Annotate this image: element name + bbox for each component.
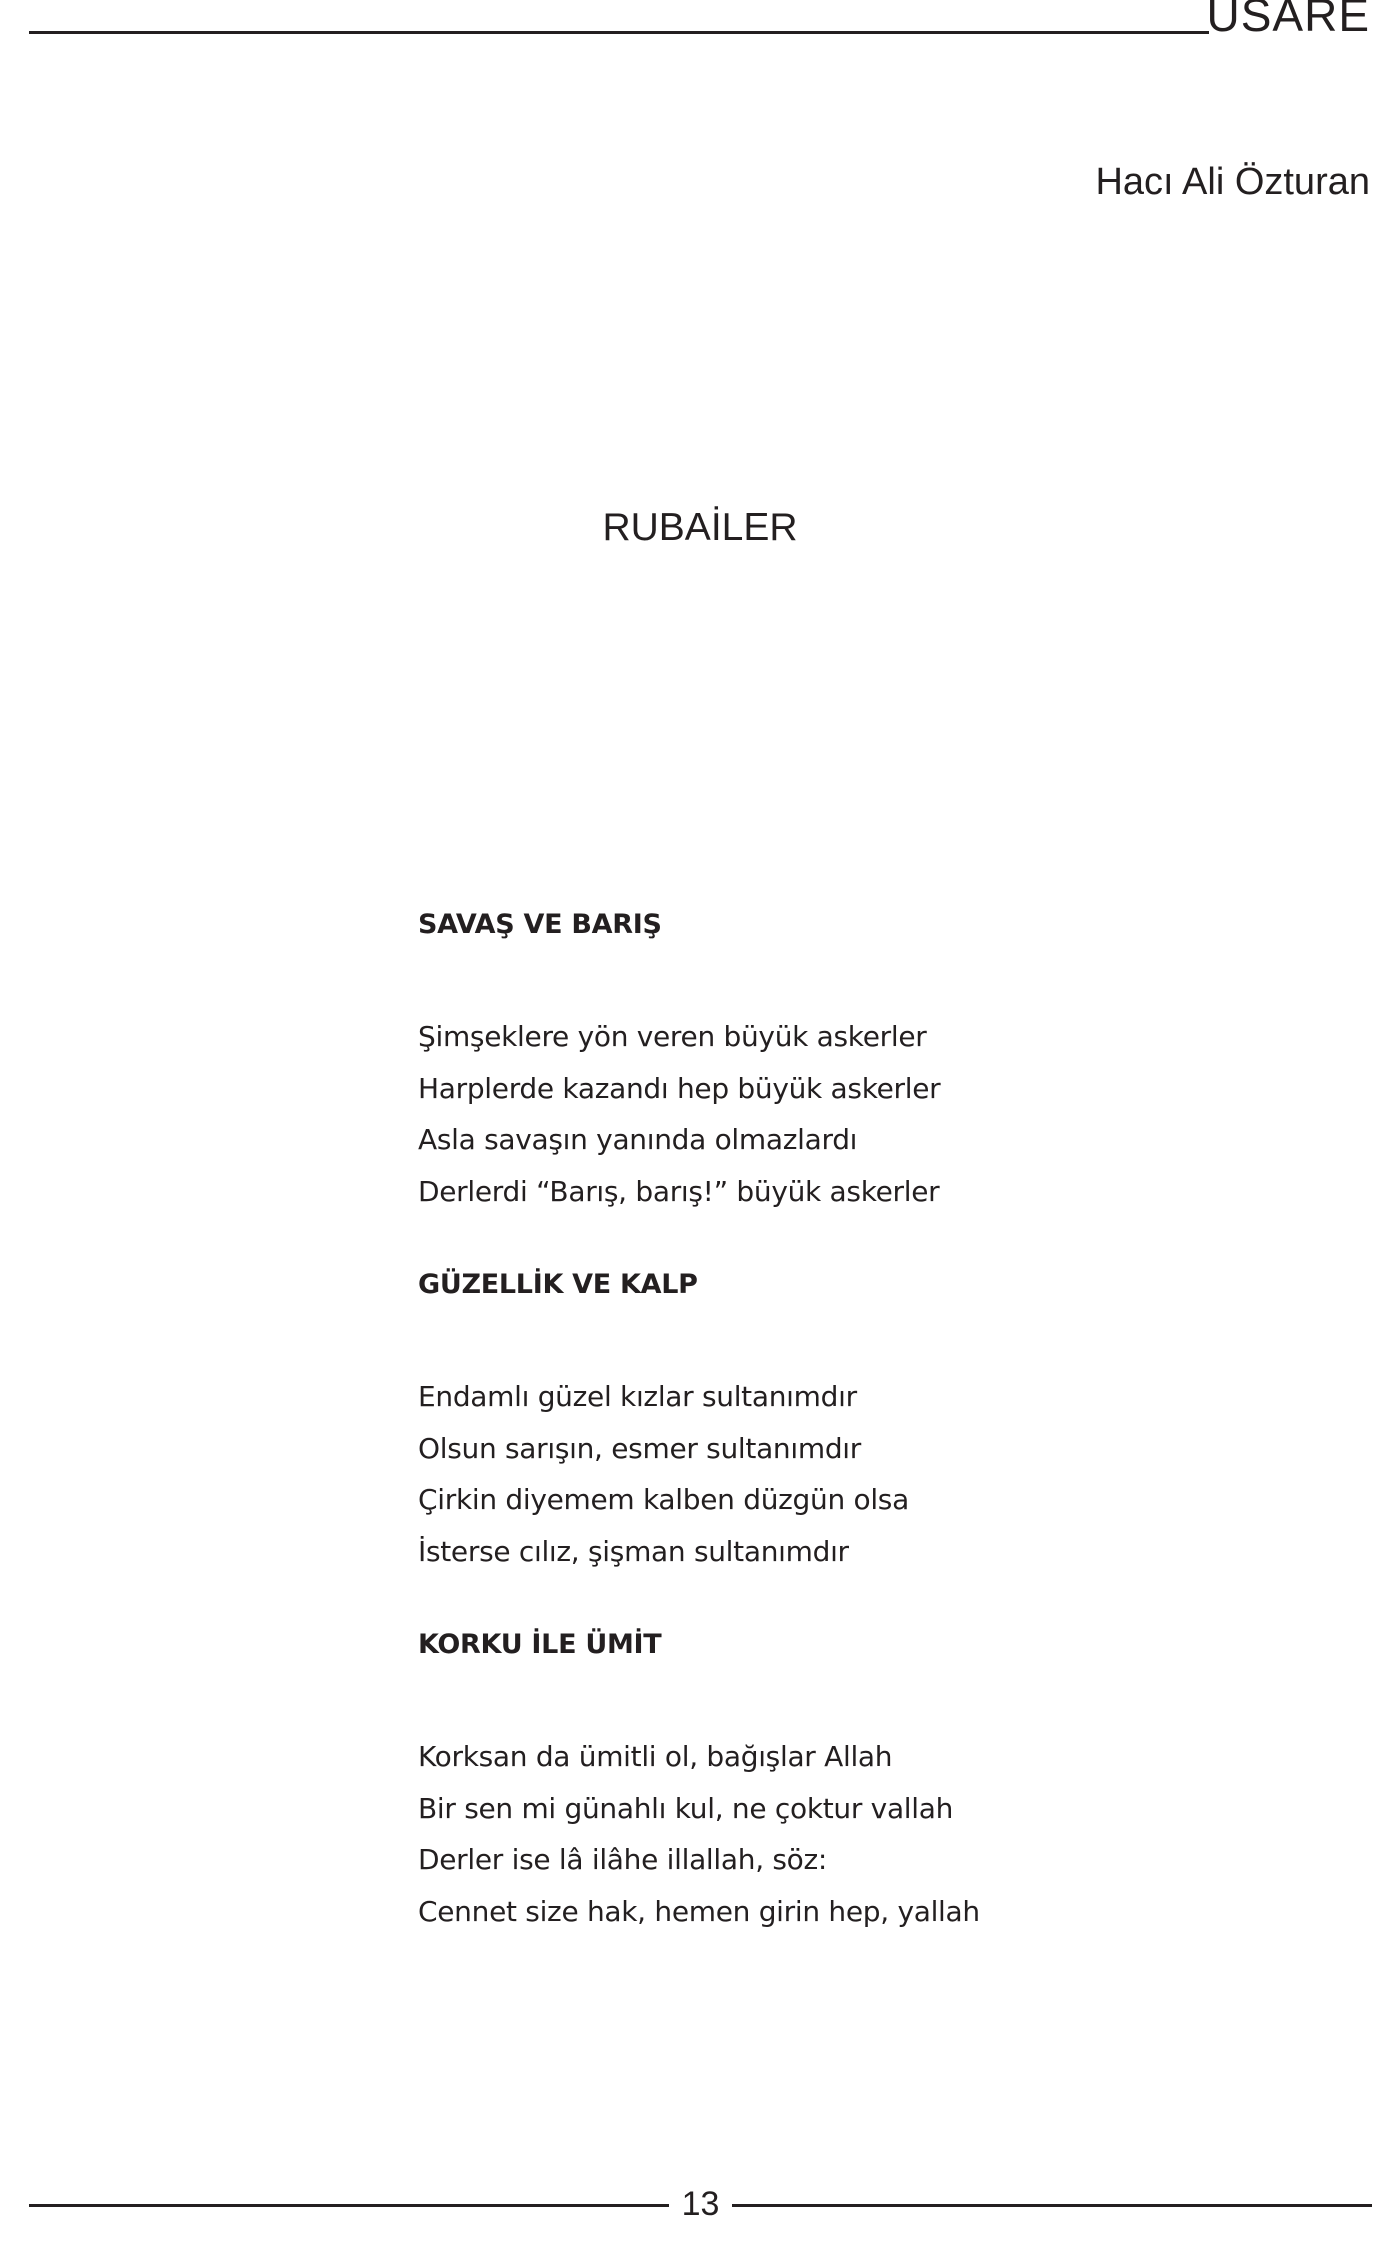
poem-line: Derler ise lâ ilâhe illallah, söz: <box>418 1843 828 1876</box>
poem-line: Çirkin diyemem kalben düzgün olsa <box>418 1483 909 1516</box>
poem-stanza <box>418 1731 980 1937</box>
poem <box>418 1628 980 1937</box>
poem-line: Asla savaşın yanında olmazlardı <box>418 1123 858 1156</box>
poem-line: İsterse cılız, şişman sultanımdır <box>418 1534 849 1568</box>
section-title: RUBAİLER <box>602 506 798 549</box>
poem <box>418 1268 909 1577</box>
poem <box>418 908 940 1217</box>
poem-title: SAVAŞ VE BARIŞ <box>418 909 662 940</box>
poem-line: Şimşeklere yön veren büyük askerler <box>418 1020 927 1053</box>
poem-line: Olsun sarışın, esmer sultanımdır <box>418 1431 861 1465</box>
poem-line: Cennet size hak, hemen girin hep, yallah <box>418 1894 980 1928</box>
journal-name: USARE <box>1206 0 1370 41</box>
poem-line: Harplerde kazandı hep büyük askerler <box>418 1071 941 1105</box>
footer-rule-right <box>732 2204 1372 2207</box>
header-rule <box>29 31 1209 34</box>
poem-line: Derlerdi “Barış, barış!” büyük askerler <box>418 1174 940 1208</box>
poem-title: GÜZELLİK VE KALP <box>418 1269 698 1300</box>
poem-stanza <box>418 1371 909 1577</box>
poem-line: Korksan da ümitli ol, bağışlar Allah <box>418 1740 893 1773</box>
page-number: 13 <box>681 2185 720 2223</box>
footer-rule-left <box>29 2204 669 2207</box>
poem-title: KORKU İLE ÜMİT <box>418 1629 662 1660</box>
poem-line: Bir sen mi günahlı kul, ne çoktur vallah <box>418 1791 954 1825</box>
poem-line: Endamlı güzel kızlar sultanımdır <box>418 1380 857 1413</box>
poem-stanza <box>418 1011 940 1217</box>
author-name: Hacı Ali Özturan <box>1095 161 1370 203</box>
